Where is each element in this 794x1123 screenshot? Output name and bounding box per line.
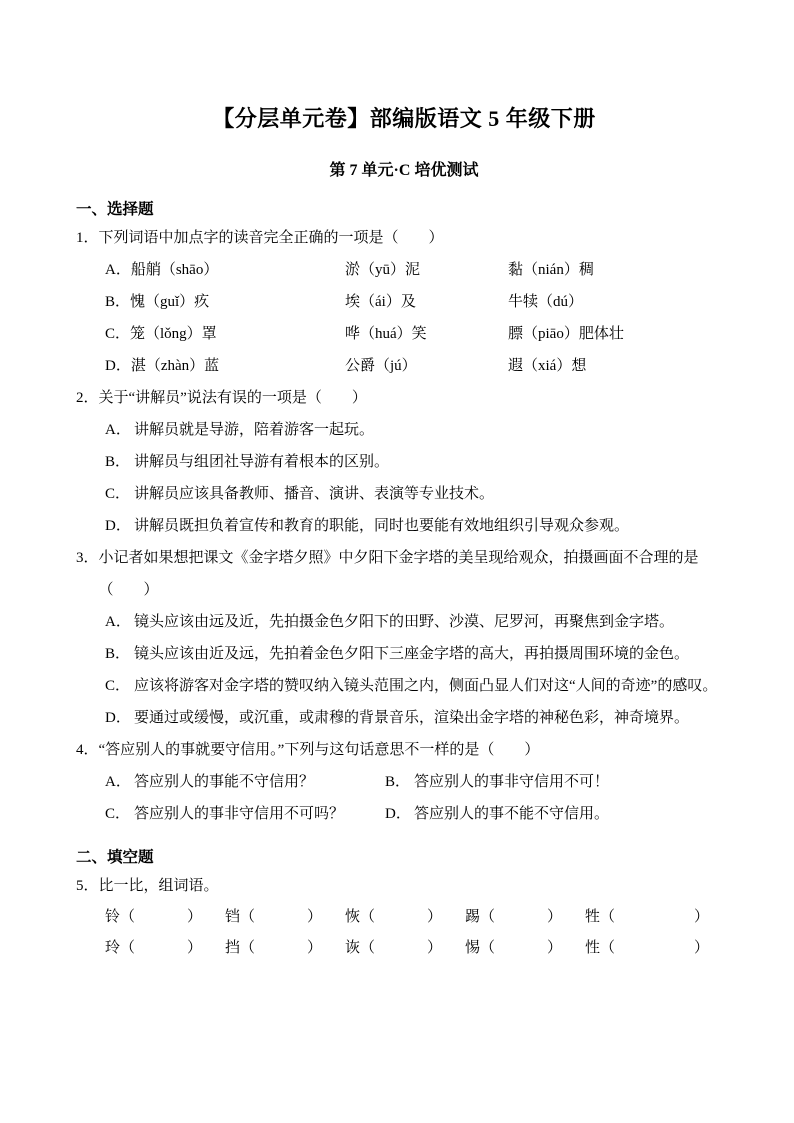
option-cell (105, 318, 345, 350)
option-text: 答应别人的事非守信用不可！ (414, 774, 610, 790)
word-item: 牛犊（dú） (508, 294, 584, 310)
option-cell (105, 350, 345, 382)
compare-char: 惕 (465, 940, 481, 956)
answer-blank (255, 933, 307, 964)
option-row (105, 798, 732, 830)
paren-open: （ (600, 940, 616, 956)
section-heading-fill-blank: 二、填空题 (76, 849, 154, 866)
option-row (105, 606, 732, 638)
word-item: 淤（yū）泥 (345, 262, 421, 278)
paren-open: （ (360, 940, 376, 956)
paren-open: （ (480, 940, 496, 956)
option-text: 答应别人的事非守信用不可吗？ (134, 806, 345, 822)
doc-subtitle: 第 7 单元·C 培优测试 (329, 162, 479, 179)
word-item: 湛（zhàn）蓝 (130, 358, 220, 374)
option-label: D． (105, 710, 131, 726)
blank-unit (465, 933, 562, 964)
option-row (105, 318, 732, 350)
compare-char: 铃 (105, 909, 121, 925)
question-stem (76, 734, 732, 766)
question-stem (76, 542, 732, 606)
blank-unit (465, 902, 562, 933)
option-row (105, 446, 732, 478)
option-text: 讲解员应该具备教师、播音、演讲、表演等专业技术。 (134, 486, 495, 502)
question-number: 1． (76, 230, 99, 246)
question-number: 5． (76, 878, 99, 894)
word-item: 膘（piāo）肥体壮 (508, 326, 624, 342)
word-item: 笼（lǒng）罩 (130, 326, 217, 342)
compare-char: 性 (585, 940, 601, 956)
option-label: B． (105, 454, 131, 470)
question-stem-text: 关于“讲解员”说法有误的一项是（ ） (98, 390, 367, 406)
option-row (105, 510, 732, 542)
question-stem-text: 比一比，组词语。 (98, 878, 219, 894)
question-number: 4． (76, 742, 99, 758)
question-number: 3． (76, 550, 99, 566)
paren-open: （ (480, 909, 496, 925)
blank-unit (225, 933, 322, 964)
option-label: C． (105, 486, 131, 502)
paren-close: ） (546, 909, 562, 925)
answer-blank (495, 933, 547, 964)
option-label: A． (105, 262, 131, 278)
blank-unit (225, 902, 322, 933)
option-text: 讲解员就是导游，陪着游客一起玩。 (134, 422, 375, 438)
option-text: 讲解员既担负着宣传和教育的职能，同时也要能有效地组织引导观众参观。 (134, 518, 630, 534)
section-heading-choice: 一、选择题 (76, 201, 154, 218)
question-2 (76, 382, 732, 542)
question-1 (76, 222, 732, 382)
option-label: C． (105, 678, 131, 694)
question-4 (76, 734, 732, 830)
answer-blank (495, 902, 547, 933)
blank-unit (345, 902, 442, 933)
answer-blank (615, 902, 694, 933)
option-cell (105, 798, 385, 830)
compare-char: 诙 (345, 940, 361, 956)
answer-blank (255, 902, 307, 933)
paren-close: ） (306, 940, 322, 956)
blank-unit (105, 933, 202, 964)
option-text: 答应别人的事不能不守信用。 (414, 806, 610, 822)
option-label: B． (105, 646, 131, 662)
option-label: D． (105, 358, 131, 374)
blank-row (105, 902, 732, 933)
paren-open: （ (240, 940, 256, 956)
word-item: 遐（xiá）想 (508, 358, 587, 374)
option-row (105, 414, 732, 446)
blank-unit (105, 902, 202, 933)
option-cell (105, 286, 345, 318)
compare-char: 铛 (225, 909, 241, 925)
option-text: 镜头应该由近及远，先拍着金色夕阳下三座金字塔的高大，再拍摄周围环境的金色。 (134, 646, 690, 662)
option-text: 答应别人的事能不守信用？ (134, 774, 315, 790)
question-stem-text: “答应别人的事就要守信用。”下列与这句话意思不一样的是（ ） (98, 742, 540, 758)
paren-close: ） (426, 940, 442, 956)
paren-open: （ (600, 909, 616, 925)
question-stem (76, 222, 732, 254)
word-item: 埃（ái）及 (345, 294, 416, 310)
word-item: 愧（guǐ）疚 (130, 294, 210, 310)
option-text: 要通过或缓慢，或沉重，或肃穆的背景音乐，渲染出金字塔的神秘色彩，神奇境界。 (134, 710, 690, 726)
option-row (105, 670, 732, 702)
question-stem (76, 870, 732, 902)
compare-char: 玲 (105, 940, 121, 956)
option-cell (105, 766, 385, 798)
option-text: 讲解员与组团社导游有着根本的区别。 (134, 454, 390, 470)
option-label: C． (105, 806, 131, 822)
option-row (105, 702, 732, 734)
blank-row (105, 933, 732, 964)
paren-close: ） (186, 909, 202, 925)
option-row (105, 478, 732, 510)
word-item: 船艄（shāo） (130, 262, 219, 278)
question-stem-text: 小记者如果想把课文《金字塔夕照》中夕阳下金字塔的美呈现给观众，拍摄画面不合理的是（ ） (98, 550, 699, 598)
option-label: C． (105, 326, 131, 342)
paren-close: ） (426, 909, 442, 925)
word-item: 黏（nián）稠 (508, 262, 594, 278)
answer-blank (135, 902, 187, 933)
option-label: A． (105, 614, 131, 630)
doc-title: 【分层单元卷】部编版语文 5 年级下册 (212, 106, 596, 131)
blank-unit (345, 933, 442, 964)
option-cell (105, 254, 345, 286)
option-label: D． (105, 518, 131, 534)
option-label: A． (105, 774, 131, 790)
option-row (105, 254, 732, 286)
option-label: B． (385, 774, 411, 790)
paren-close: ） (693, 940, 709, 956)
answer-blank (135, 933, 187, 964)
compare-char: 挡 (225, 940, 241, 956)
question-stem (76, 382, 732, 414)
question-stem-text: 下列词语中加点字的读音完全正确的一项是（ ） (98, 230, 444, 246)
option-label: B． (105, 294, 131, 310)
paren-open: （ (360, 909, 376, 925)
option-row (105, 638, 732, 670)
blank-unit (585, 902, 709, 933)
paren-close: ） (186, 940, 202, 956)
option-text: 应该将游客对金字塔的赞叹纳入镜头范围之内，侧面凸显人们对这“人间的奇迹”的感叹。 (134, 678, 718, 694)
question-number: 2． (76, 390, 99, 406)
compare-char: 恢 (345, 909, 361, 925)
word-item: 哗（huá）笑 (345, 326, 427, 342)
option-text: 镜头应该由远及近，先拍摄金色夕阳下的田野、沙漠、尼罗河，再聚焦到金字塔。 (134, 614, 675, 630)
option-label: A． (105, 422, 131, 438)
question-5 (76, 870, 732, 964)
option-cell (385, 766, 732, 798)
word-item: 公爵（jú） (345, 358, 417, 374)
answer-blank (375, 902, 427, 933)
option-row (105, 286, 732, 318)
paren-close: ） (306, 909, 322, 925)
paren-close: ） (693, 909, 709, 925)
paren-open: （ (120, 940, 136, 956)
option-label: D． (385, 806, 411, 822)
compare-char: 踢 (465, 909, 481, 925)
option-cell (385, 798, 732, 830)
blank-unit (585, 933, 709, 964)
answer-blank (615, 933, 694, 964)
answer-blank (375, 933, 427, 964)
option-row (105, 766, 732, 798)
paren-open: （ (240, 909, 256, 925)
option-row (105, 350, 732, 382)
paren-close: ） (546, 940, 562, 956)
paren-open: （ (120, 909, 136, 925)
compare-char: 牲 (585, 909, 601, 925)
question-3 (76, 542, 732, 734)
